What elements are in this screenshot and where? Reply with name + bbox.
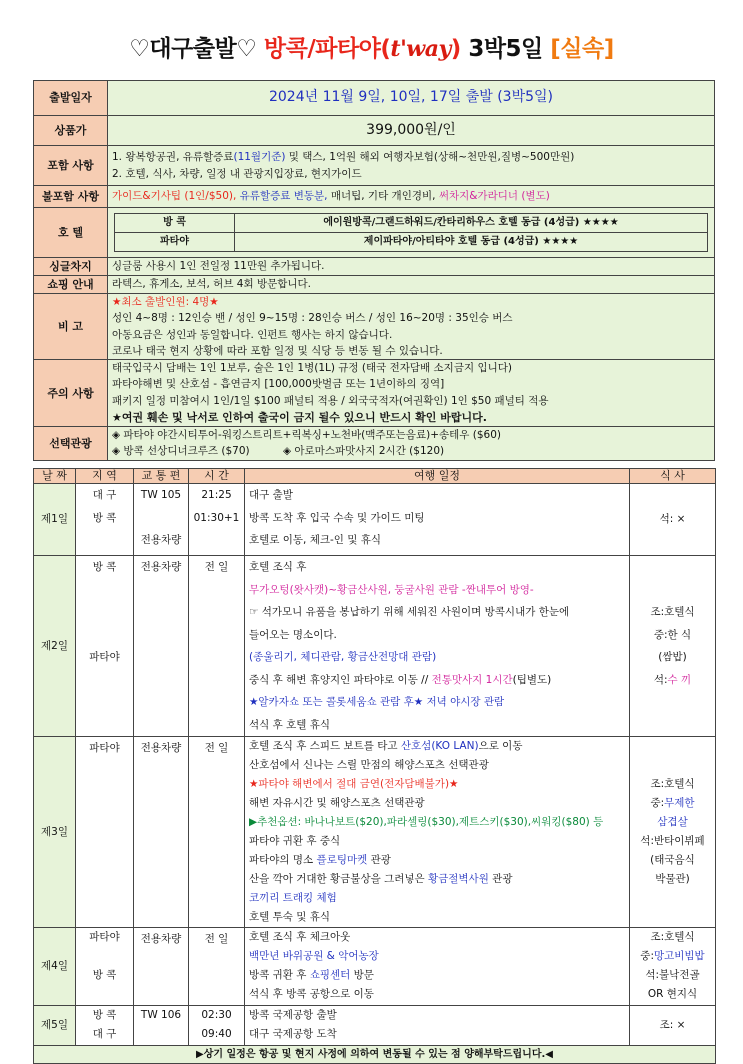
header-transport: 교 통 편 (134, 469, 189, 484)
page-title (0, 30, 743, 63)
note-value: ★최소 출발인원: 4명★ 성인 4~8명 : 12인승 밴 / 성인 9~15명 : 28인승 버스 / 성인 16~20명 : 35인승 버스 아동요금은 성인과 동일합니다. 인펀트 행사는 하지 않습니다. 코로나 태국 현지 상황에 따라 포함 일정 및 식당 등 변동 될 수 있습니다. (108, 294, 715, 360)
day-row-4 (34, 928, 716, 1006)
single-value: 싱글룸 사용시 1인 전일정 11만원 추가됩니다. (108, 258, 715, 276)
hotel-value (108, 208, 715, 258)
price-label: 상품가 (34, 116, 108, 146)
caution-label: 주의 사항 (34, 360, 108, 427)
transport-cell: 전용차량 (134, 928, 189, 1006)
region-cell: 대 구 방 콕 (76, 484, 134, 556)
hotel-pattaya-city: 파타야 (115, 233, 235, 252)
included-value: 1. 왕복항공권, 유류할증료(11월기준) 및 택스, 1억원 해외 여행자보험(상해~천만원,질병~500만원) 2. 호텔, 식사, 차량, 일정 내 관광지입장료, 현지가이드 (108, 146, 715, 186)
caution-value: 태국입국시 담배는 1인 1보루, 술은 1인 1병(1L) 규정 (태국 전자담배 소지금지 입니다) 파타야해변 및 산호섬 - 흡연금지 [100,000밧벌금 또는 1년이하의 징역] 패키지 일정 미참여시 1인/1일 $100 패널티 적용 / 외국국적자(여권확인) 1인 $50 패널티 적용 ★여권 훼손 및 낙서로 인하여 출국이 금지 될수 있으니 반드시 확인 바랍니다. (108, 360, 715, 427)
day-label: 제1일 (34, 484, 76, 556)
note-label: 비 고 (34, 294, 108, 360)
region-cell: 방 콕 파타야 (76, 556, 134, 737)
day-row-5 (34, 1006, 716, 1046)
time-cell: 21:25 01:30+1 (189, 484, 245, 556)
day-label: 제4일 (34, 928, 76, 1006)
footer-note: ▶상기 일정은 항공 및 현지 사정에 의하여 변동될 수 있는 점 양해부탁드립니다.◀ (34, 1046, 716, 1064)
shopping-value: 라텍스, 휴게소, 보석, 허브 4회 방문합니다. (108, 276, 715, 294)
transport-cell: 전용차량 (134, 737, 189, 928)
title-origin: ♡대구출발♡ (129, 36, 264, 62)
title-tag: [실속] (550, 36, 614, 62)
hotel-bangkok-city: 방 콕 (115, 214, 235, 233)
transport-cell: TW 105 전용차량 (134, 484, 189, 556)
footer-row (34, 1046, 716, 1064)
tway-logo: t'way (390, 36, 451, 62)
title-destination: 방콕/파타야( (263, 36, 391, 62)
region-cell: 방 콕 대 구 (76, 1006, 134, 1046)
header-region: 지 역 (76, 469, 134, 484)
itinerary-cell: 호텔 조식 후 무가오텅(왓사캣)~황금산사원, 둥굴사원 관람 -짠내투어 방영- ☞ 석가모니 유품을 봉납하기 위해 세워진 사원이며 방콕시내가 한눈에 들어오는 명소이다. (종울리기, 체디관람, 황금산전망대 관람) 중식 후 해변 휴양지인 파타야로 이동 // 전통맛사지 1시간(팁별도) ★알카자쇼 또는 콜롯세움쇼 관람 후★ 저녁 야시장 관람 석식 후 호텔 휴식 (245, 556, 630, 737)
header-date: 날 짜 (34, 469, 76, 484)
meal-cell: 석: × (630, 484, 716, 556)
itinerary-cell: 방콕 국제공항 출발 대구 국제공항 도착 (245, 1006, 630, 1046)
itinerary-cell: 호텔 조식 후 스피드 보트를 타고 산호섬(KO LAN)으로 이동 산호섬에서 신나는 스릴 만점의 해양스포츠 선택관광 ★파타야 해변에서 절대 금연(전자담배불가)★ 해변 자유시간 및 해양스포츠 선택관광 ▶추천옵션: 바나나보트($20),파라셀링($30),제트스키($30),씨워킹($80) 등 파타야 귀환 후 중식 파타야의 명소 플로팅마켓 관광 산을 깍아 거대한 황금불상을 그려넣은 황금절벽사원 관광 코끼리 트래킹 체험 호텔 투숙 및 휴식 (245, 737, 630, 928)
transport-cell: TW 106 (134, 1006, 189, 1046)
included-label: 포함 사항 (34, 146, 108, 186)
day-label: 제2일 (34, 556, 76, 737)
hotel-pattaya: 제이파타야/아티타야 호텔 동급 (4성급) ★★★★ (235, 233, 708, 252)
day-row-1 (34, 484, 716, 556)
schedule-header (34, 469, 716, 484)
title-duration: 3박5일 (468, 36, 551, 62)
day-label: 제5일 (34, 1006, 76, 1046)
time-cell: 전 일 (189, 737, 245, 928)
depart-label: 출발일자 (34, 81, 108, 116)
excluded-value: 가이드&기사팁 (1인/$50), 유류할증료 변동분, 매너팁, 기타 개인경비, 써차지&가라디너 (별도) (108, 186, 715, 208)
schedule-table (33, 468, 716, 1064)
region-cell: 파타야 방 콕 (76, 928, 134, 1006)
depart-value: 2024년 11월 9일, 10일, 17일 출발 (3박5일) (108, 81, 715, 116)
hotel-table (114, 213, 708, 252)
meal-cell: 조:호텔식 중:한 식 (쌈밥) 석:수 끼 (630, 556, 716, 737)
day-row-3 (34, 737, 716, 928)
header-meal: 식 사 (630, 469, 716, 484)
itinerary-cell: 대구 출발 방콕 도착 후 입국 수속 및 가이드 미팅 호텔로 이동, 체크-인 및 휴식 (245, 484, 630, 556)
region-cell: 파타야 (76, 737, 134, 928)
header-time: 시 간 (189, 469, 245, 484)
day-label: 제3일 (34, 737, 76, 928)
options-label: 선택관광 (34, 427, 108, 461)
time-cell: 전 일 (189, 556, 245, 737)
time-cell: 전 일 (189, 928, 245, 1006)
excluded-label: 불포함 사항 (34, 186, 108, 208)
title-paren: ) (450, 36, 469, 62)
time-cell: 02:30 09:40 (189, 1006, 245, 1046)
options-value: ◈ 파타야 야간시티투어-워킹스트리트+릭복싱+노천바(맥주또는음료)+송테우 ($60) ◈ 방콕 선상디너크루즈 ($70) ◈ 아로마스파맛사지 2시간 ($120) (108, 427, 715, 461)
meal-cell: 조:호텔식 중:무제한 삼겹살 석:반타이뷔페 (태국음식 박물관) (630, 737, 716, 928)
hotel-bangkok: 에이원방콕/그랜드하워드/칸타리하우스 호텔 동급 (4성급) ★★★★ (235, 214, 708, 233)
info-table (33, 80, 715, 461)
hotel-label: 호 텔 (34, 208, 108, 258)
meal-cell: 조:호텔식 중:망고비빔밥 석:불낙전골 OR 현지식 (630, 928, 716, 1006)
transport-cell: 전용차량 (134, 556, 189, 737)
shopping-label: 쇼핑 안내 (34, 276, 108, 294)
header-itinerary: 여행 일정 (245, 469, 630, 484)
itinerary-cell: 호텔 조식 후 체크아웃 백만년 바위공원 & 악어농장 방콕 귀환 후 쇼핑센터 방문 석식 후 방콕 공항으로 이동 (245, 928, 630, 1006)
single-label: 싱글차지 (34, 258, 108, 276)
price-value: 399,000원/인 (108, 116, 715, 146)
day-row-2 (34, 556, 716, 737)
meal-cell: 조: × (630, 1006, 716, 1046)
